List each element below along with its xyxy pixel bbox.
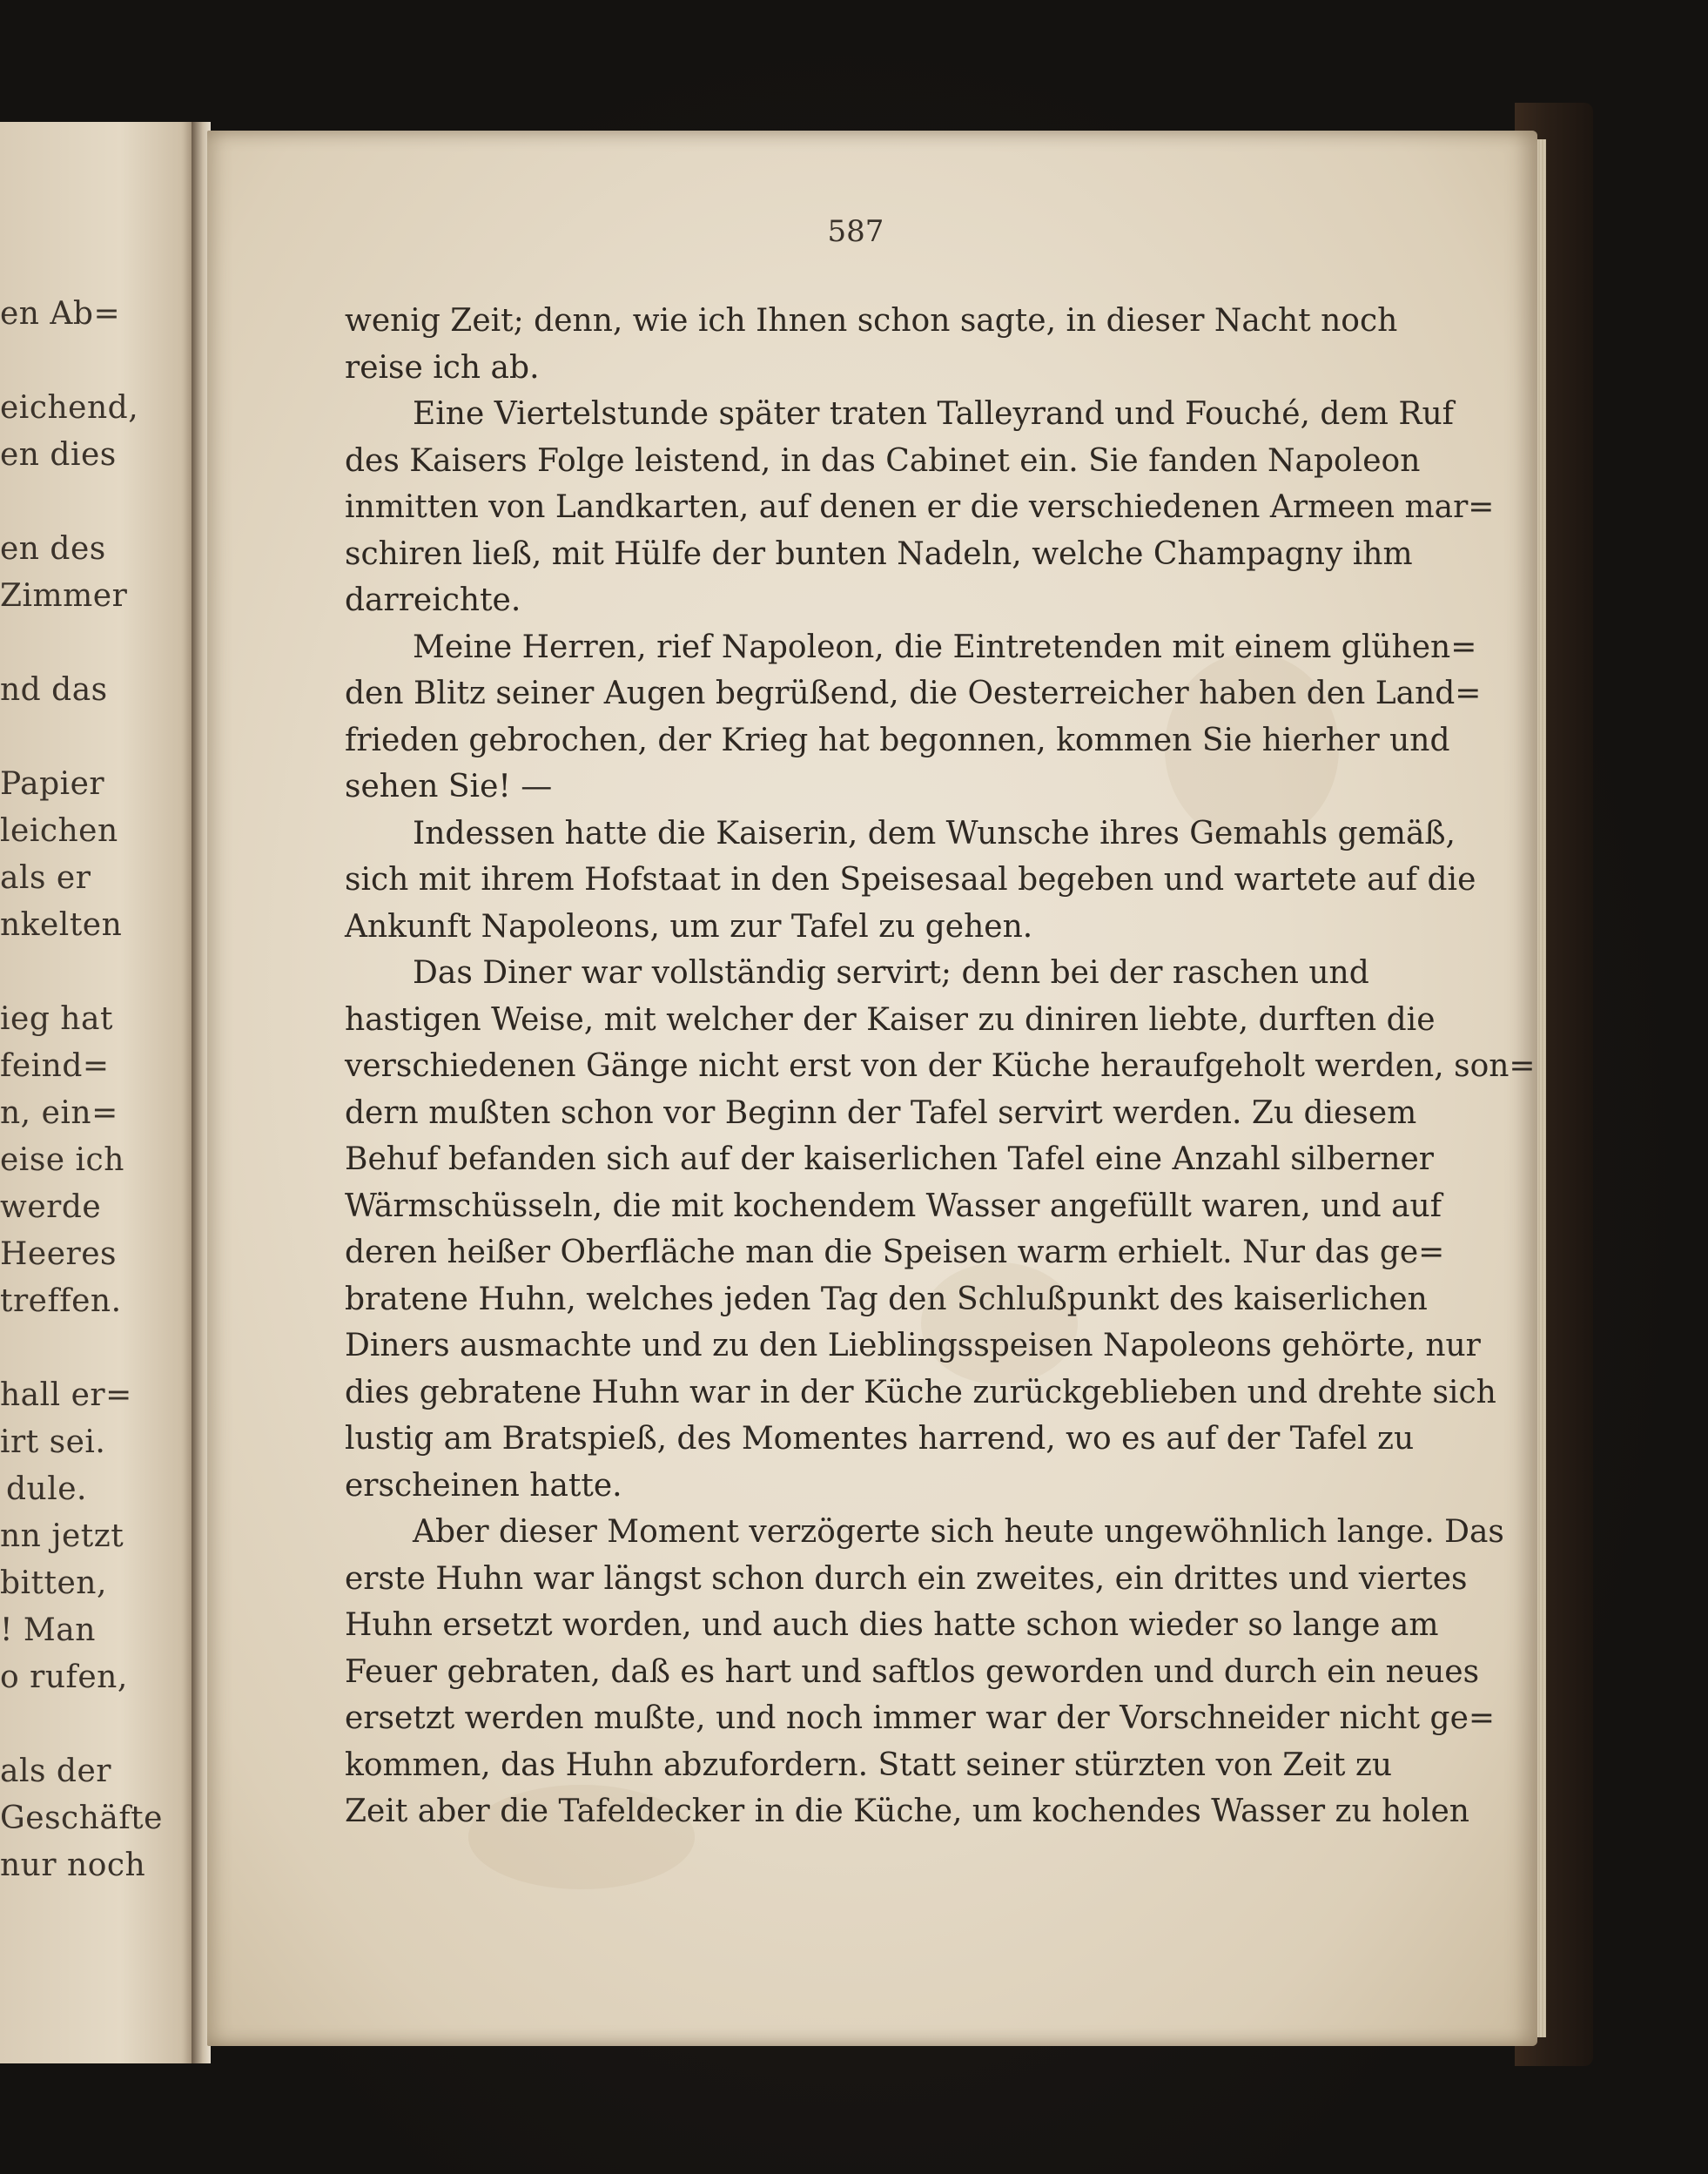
right-page [207,131,1537,2046]
text-line: sehen Sie! — [345,769,553,804]
text-line: darreichte. [345,582,521,618]
text-line: den Blitz seiner Augen begrüßend, die Oesterreicher haben den Land= [345,676,1482,711]
left-page-fragment: o rufen, [0,1659,128,1695]
text-line: Meine Herren, rief Napoleon, die Eintretenden mit einem glühen= [413,629,1477,665]
text-line: sich mit ihrem Hofstaat in den Speisesaal begeben und wartete auf die [345,862,1476,898]
text-line: verschiedenen Gänge nicht erst von der Küche heraufgeholt werden, son= [345,1048,1536,1084]
left-page-fragment: dule. [6,1471,87,1507]
text-line: schiren ließ, mit Hülfe der bunten Nadeln, welche Champagny ihm [345,535,1413,572]
left-page-fragment: n, ein= [0,1095,118,1131]
left-page-fragment: Heeres [0,1236,117,1272]
left-page-fragment: treffen. [0,1283,122,1319]
left-page [0,122,200,2063]
text-line: inmitten von Landkarten, auf denen er die verschiedenen Armeen mar= [345,489,1495,525]
text-line: Indessen hatte die Kaiserin, dem Wunsche ihres Gemahls gemäß, [413,815,1456,851]
left-page-fragment: nd das [0,672,108,708]
text-line: dern mußten schon vor Beginn der Tafel servirt werden. Zu diesem [345,1094,1417,1131]
text-line: lustig am Bratspieß, des Momentes harrend, wo es auf der Tafel zu [345,1421,1415,1457]
text-line: Diners ausmachte und zu den Lieblingsspeisen Napoleons gehörte, nur [345,1328,1481,1363]
left-page-fragment: eise ich [0,1142,124,1178]
left-page-fragment: als er [0,860,91,896]
left-page-fragment: nkelten [0,907,123,943]
left-page-fragment: feind= [0,1048,110,1084]
text-line: reise ich ab. [345,349,540,386]
text-line: erscheinen hatte. [345,1467,622,1504]
left-page-fragment: eichend, [0,390,139,426]
text-line: deren heißer Oberfläche man die Speisen warm erhielt. Nur das ge= [345,1235,1445,1270]
text-line: wenig Zeit; denn, wie ich Ihnen schon sagte, in dieser Nacht noch [345,303,1398,339]
left-page-fragment: hall er= [0,1377,132,1413]
left-page-fragment: irt sei. [0,1424,106,1460]
left-page-fragment: Papier [0,766,105,802]
text-line: des Kaisers Folge leistend, in das Cabinet ein. Sie fanden Napoleon [345,442,1421,479]
left-page-fragment: als der [0,1753,111,1789]
text-line: frieden gebrochen, der Krieg hat begonnen, kommen Sie hierher und [345,722,1450,758]
left-page-fragment: nn jetzt [0,1518,124,1554]
text-line: Eine Viertelstunde später traten Talleyrand und Fouché, dem Ruf [413,396,1454,432]
text-line: Wärmschüsseln, die mit kochendem Wasser angefüllt waren, und auf [345,1188,1442,1224]
text-line: dies gebratene Huhn war in der Küche zurückgeblieben und drehte sich [345,1374,1496,1410]
text-line: erste Huhn war längst schon durch ein zweites, ein drittes und viertes [345,1560,1468,1597]
text-line: kommen, das Huhn abzufordern. Statt seiner stürzten von Zeit zu [345,1747,1393,1783]
text-line: Aber dieser Moment verzögerte sich heute ungewöhnlich lange. Das [413,1514,1504,1550]
left-page-fragment: werde [0,1189,102,1225]
text-line: bratene Huhn, welches jeden Tag den Schlußpunkt des kaiserlichen [345,1281,1428,1317]
left-page-fragment: ieg hat [0,1001,113,1037]
left-page-fragment: bitten, [0,1565,107,1601]
left-page-fragment: nur noch [0,1848,146,1883]
left-page-fragment: leichen [0,813,118,849]
text-line: Ankunft Napoleons, um zur Tafel zu gehen. [345,908,1033,945]
text-line: ersetzt werden mußte, und noch immer war der Vorschneider nicht ge= [345,1700,1496,1736]
text-line: Zeit aber die Tafeldecker in die Küche, um kochendes Wasser zu holen [345,1794,1469,1829]
page-number: 587 [827,214,884,249]
text-line: hastigen Weise, mit welcher der Kaiser zu diniren liebte, durften die [345,1001,1436,1038]
page-text [345,298,1536,1835]
left-page-fragment: en dies [0,437,117,473]
left-page-fragment: en des [0,531,106,567]
text-line: Huhn ersetzt worden, und auch dies hatte schon wieder so lange am [345,1607,1439,1643]
left-page-fragment: ! Man [0,1612,96,1648]
left-page-fragment: Geschäfte [0,1800,163,1836]
text-line: Feuer gebraten, daß es hart und saftlos geworden und durch ein neues [345,1653,1480,1690]
text-line: Behuf befanden sich auf der kaiserlichen Tafel eine Anzahl silberner [345,1141,1435,1177]
text-line: Das Diner war vollständig servirt; denn bei der raschen und [413,955,1369,991]
left-page-fragment: en Ab= [0,296,121,332]
left-page-fragment: Zimmer [0,578,128,614]
